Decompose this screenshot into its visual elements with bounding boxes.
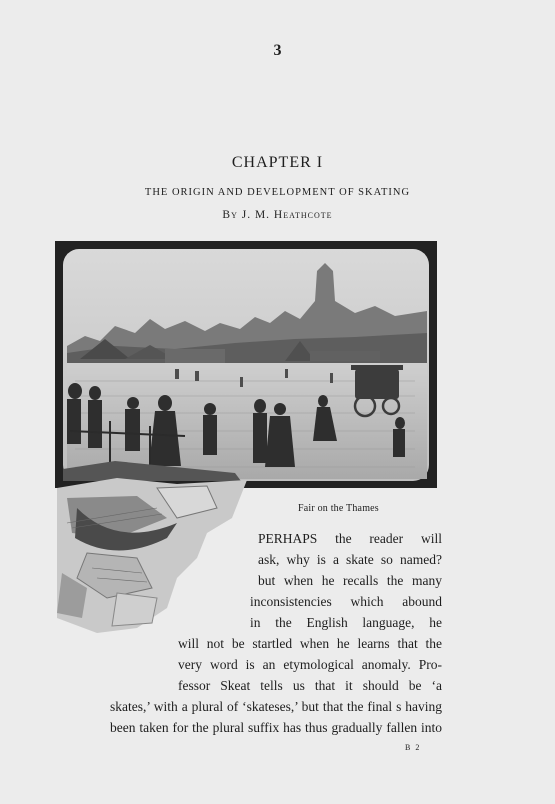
body-text-line: very word is an etymological anomaly. Pro- [178, 657, 442, 672]
illustration-ice-vignette [57, 478, 252, 638]
body-text-line: ask, why is a skate so named? [258, 552, 442, 567]
body-text-line: but when he recalls the many [258, 573, 442, 588]
illustration-fair-on-the-thames [55, 241, 437, 488]
body-text-line: fessor Skeat tells us that it should be ‘a [178, 678, 442, 693]
chapter-title: CHAPTER I [231, 154, 324, 171]
chapter-subtitle: THE ORIGIN AND DEVELOPMENT OF SKATING [144, 187, 411, 198]
body-text-line: inconsistencies which abound [250, 594, 442, 609]
body-text-line: PERHAPS the reader will [258, 531, 442, 546]
illustration-engraving [55, 241, 437, 488]
illustration-caption: Fair on the Thames [298, 503, 379, 514]
body-text-line: been taken for the plural suffix has thus gradually fallen into [110, 720, 442, 735]
page-number: 3 [273, 42, 282, 59]
signature-mark: B 2 [405, 743, 421, 752]
body-text-line: will not be startled when he learns that the [178, 636, 442, 651]
author-byline: By J. M. Heathcote [222, 209, 333, 221]
ice-vignette-drawing [57, 478, 252, 638]
body-text-line: skates,’ with a plural of ‘skateses,’ but that the final s having [110, 699, 442, 714]
body-text-line: in the English language, he [250, 615, 442, 630]
